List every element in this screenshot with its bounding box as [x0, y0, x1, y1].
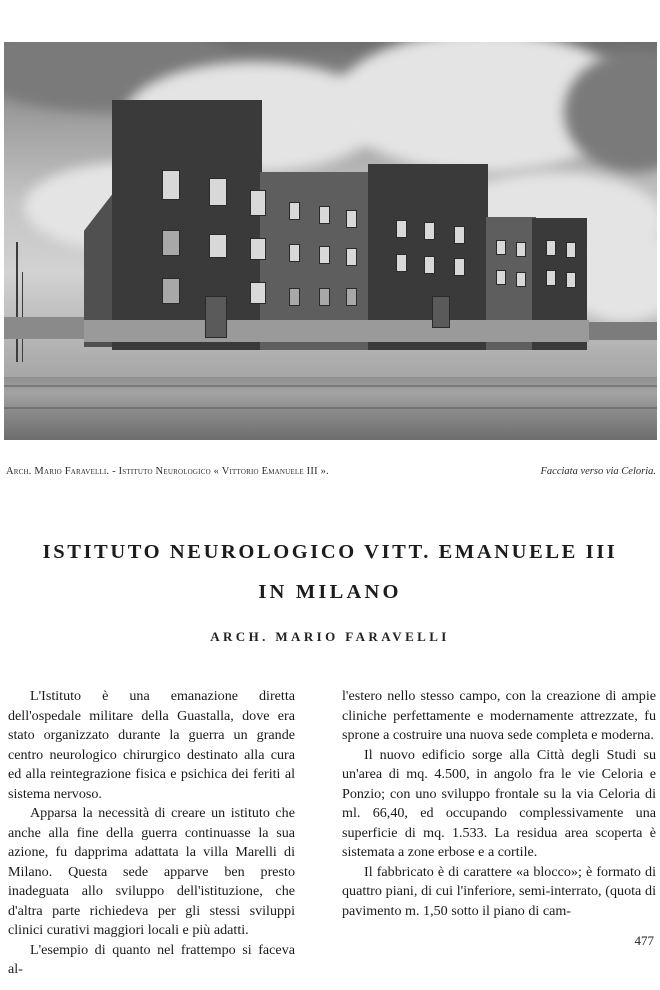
paragraph-continuation: l'estero nello stesso campo, con la creazione di ampie cliniche perfettamente e modernamente attrezzate, fu sprone a costruire una nuova sede completa e moderna. [342, 688, 656, 743]
body-column-left [8, 687, 295, 980]
window [346, 288, 357, 306]
window [346, 210, 357, 228]
article-title-line2: IN MILANO [258, 581, 402, 603]
window [346, 248, 357, 266]
paragraph: Apparsa la necessità di creare un istituto che anche alla fine della guerra continuasse la sua azione, fu dapprima adattata la villa Marelli di Milano. Questa sede apparve ben presto inadeguata allo sviluppo dell'istituzione, che d'altra parte richiedeva per gli stessi sviluppi clinici curativi maggiori locali e più adatti. [8, 805, 295, 938]
window [516, 242, 526, 257]
distant-wall [4, 317, 84, 339]
body-column-right [342, 687, 656, 921]
paragraph: Il fabbricato è di carattere «a blocco»; è formato di quattro piani, di cui l'inferiore, semi-interrato, (quota di pavimento m. 1,50 sotto il piano di cam- [342, 863, 656, 919]
distant-wall [589, 322, 657, 340]
window [162, 230, 180, 256]
window [396, 254, 407, 272]
window [289, 202, 300, 220]
window [209, 234, 227, 258]
utility-pole [16, 242, 18, 362]
ground-stripe [4, 385, 657, 387]
window [162, 170, 180, 200]
window [496, 270, 506, 285]
window [250, 190, 266, 216]
photo-caption [6, 466, 656, 482]
article-author: ARCH. MARIO FARAVELLI [210, 629, 450, 644]
entrance-door [432, 296, 450, 328]
window [516, 272, 526, 287]
window [496, 240, 506, 255]
window [396, 220, 407, 238]
window [454, 258, 465, 276]
window [319, 206, 330, 224]
building-left-tower [112, 100, 262, 350]
building-photograph [4, 42, 657, 440]
window [289, 288, 300, 306]
page-number: 477 [634, 933, 654, 948]
window [424, 222, 435, 240]
window [250, 282, 266, 304]
article-title-line1: ISTITUTO NEUROLOGICO VITT. EMANUELE III [42, 541, 618, 563]
window [424, 256, 435, 274]
window [209, 178, 227, 206]
window [546, 270, 556, 286]
window [162, 278, 180, 304]
caption-left: Arch. Mario Faravelli. - Istituto Neurologico « Vittorio Emanuele III ». [6, 466, 329, 477]
paragraph: Il nuovo edificio sorge alla Città degli Studi su un'area di mq. 4.500, in angolo fra le vie Celoria e Ponzio; con uno sviluppo frontale su la via Celoria di ml. 66,40, ed occupando complessivamente una superficie di mq. 1.533. La residua area scoperta è sistemata a zone erbose e a cortile. [342, 746, 656, 860]
window [546, 240, 556, 256]
window [289, 244, 300, 262]
window [319, 288, 330, 306]
window [454, 226, 465, 244]
entrance-door [205, 296, 227, 338]
window [250, 238, 266, 260]
window [566, 272, 576, 288]
paragraph: L'Istituto è una emanazione diretta dell'ospedale militare della Guastalla, dove era stato organizzato durante la guerra un grande centro neurologico chirurgico destinato alla cura ed alla reintegrazione fisica e psichica dei feriti al sistema nervoso. [8, 688, 295, 802]
ground-stripe [4, 407, 657, 409]
building-base [84, 320, 589, 342]
window [566, 242, 576, 258]
window [319, 246, 330, 264]
ground [4, 377, 657, 440]
caption-right: Facciata verso via Celoria. [540, 466, 656, 477]
paragraph: L'esempio di quanto nel frattempo si faceva al- [8, 941, 295, 977]
